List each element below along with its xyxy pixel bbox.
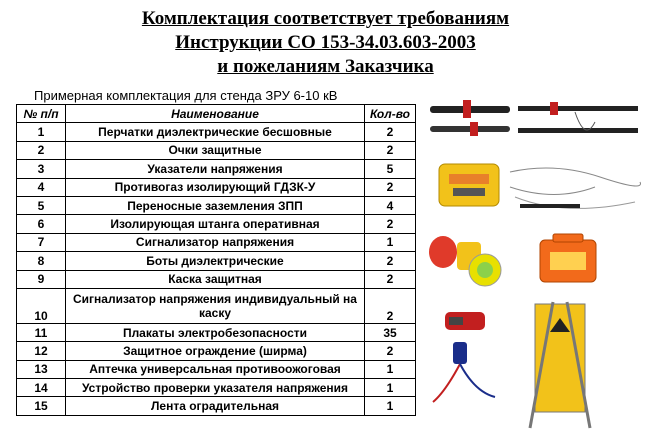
cell-num: 7 — [17, 233, 66, 251]
cell-qty: 1 — [365, 397, 416, 415]
cell-num: 6 — [17, 215, 66, 233]
cell-name: Лента оградительная — [66, 397, 365, 415]
cell-num: 8 — [17, 252, 66, 270]
title-line-2: Инструкции СО 153-34.03.603-2003 — [175, 32, 476, 53]
cell-num: 14 — [17, 379, 66, 397]
cell-name: Указатели напряжения — [66, 160, 365, 178]
cell-qty: 2 — [365, 342, 416, 360]
cell-qty: 2 — [365, 178, 416, 196]
equipment-table — [16, 104, 416, 416]
cell-num: 13 — [17, 360, 66, 378]
column-header-name: Наименование — [66, 105, 365, 123]
table-row — [17, 379, 416, 397]
table-row — [17, 178, 416, 196]
table-row — [17, 233, 416, 251]
table-row — [17, 288, 416, 323]
title-line-3: и пожеланиям Заказчика — [217, 56, 434, 77]
column-header-qty: Кол-во — [365, 105, 416, 123]
table-row — [17, 360, 416, 378]
cell-qty: 1 — [365, 233, 416, 251]
cell-qty: 2 — [365, 252, 416, 270]
cell-name: Каска защитная — [66, 270, 365, 288]
cell-num: 11 — [17, 323, 66, 341]
cell-num: 3 — [17, 160, 66, 178]
cell-qty: 1 — [365, 379, 416, 397]
cell-qty: 1 — [365, 360, 416, 378]
cell-name: Боты диэлектрические — [66, 252, 365, 270]
table-row — [17, 196, 416, 214]
helmet-signaller-image — [445, 312, 485, 330]
voltage-signaller-image — [429, 236, 501, 286]
cell-qty: 2 — [365, 288, 416, 323]
table-row — [17, 397, 416, 415]
table-row — [17, 323, 416, 341]
table-row — [17, 342, 416, 360]
operating-rod-image — [518, 102, 638, 133]
table-row — [17, 215, 416, 233]
table-header-row — [17, 105, 416, 123]
cell-num: 1 — [17, 123, 66, 141]
cell-name: Изолирующая штанга оперативная — [66, 215, 365, 233]
gas-mask-case-image — [439, 164, 499, 206]
table-row — [17, 160, 416, 178]
cell-qty: 2 — [365, 141, 416, 159]
cell-name: Сигнализатор напряжения индивидуальный на каску — [66, 288, 365, 323]
portable-grounding-image — [510, 168, 641, 208]
cell-name: Очки защитные — [66, 141, 365, 159]
cell-qty: 2 — [365, 270, 416, 288]
cell-num: 9 — [17, 270, 66, 288]
cell-name: Плакаты электробезопасности — [66, 323, 365, 341]
column-header-num: № п/п — [17, 105, 66, 123]
voltage-indicator-image — [430, 100, 510, 136]
cell-num: 4 — [17, 178, 66, 196]
table-row — [17, 141, 416, 159]
table-row — [17, 270, 416, 288]
cell-num: 15 — [17, 397, 66, 415]
first-aid-kit-image — [540, 234, 596, 282]
title-line-1: Комплектация соответствует требованиям — [141, 8, 510, 29]
cell-name: Переносные заземления ЗПП — [66, 196, 365, 214]
table-row — [17, 252, 416, 270]
table-row — [17, 123, 416, 141]
indicator-tester-image — [433, 342, 495, 402]
cell-name: Сигнализатор напряжения — [66, 233, 365, 251]
cell-name: Противогаз изолирующий ГДЗК-У — [66, 178, 365, 196]
cell-qty: 2 — [365, 215, 416, 233]
cell-name: Перчатки диэлектрические бесшовные — [66, 123, 365, 141]
cell-name: Аптечка универсальная противоожоговая — [66, 360, 365, 378]
cell-qty: 35 — [365, 323, 416, 341]
cell-num: 5 — [17, 196, 66, 214]
cell-qty: 2 — [365, 123, 416, 141]
cell-num: 10 — [17, 288, 66, 323]
table-subtitle: Примерная комплектация для стенда ЗРУ 6-10 кВ — [34, 88, 338, 103]
cell-name: Защитное ограждение (ширма) — [66, 342, 365, 360]
cell-num: 2 — [17, 141, 66, 159]
cell-name: Устройство проверки указателя напряжения — [66, 379, 365, 397]
cell-qty: 4 — [365, 196, 416, 214]
cell-qty: 5 — [365, 160, 416, 178]
cell-num: 12 — [17, 342, 66, 360]
equipment-photos — [425, 92, 649, 432]
protective-screen-image — [530, 302, 590, 428]
